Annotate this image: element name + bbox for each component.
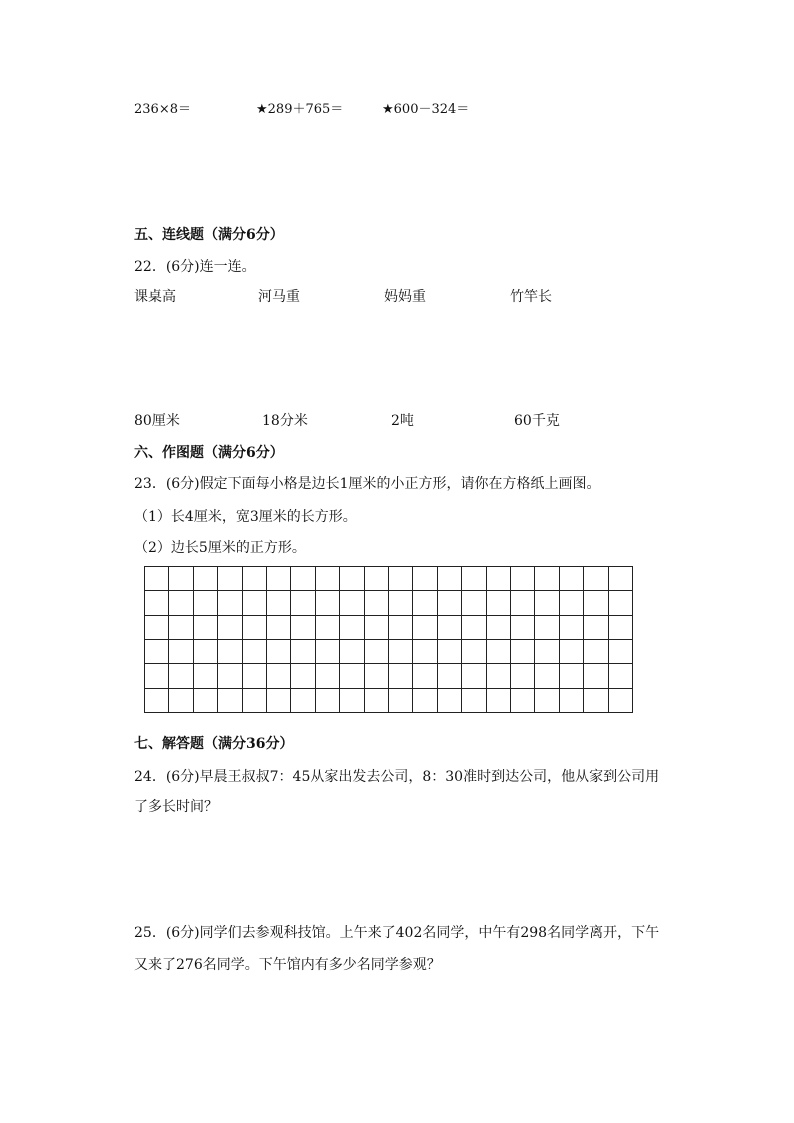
grid-cell[interactable] xyxy=(194,664,218,688)
grid-cell[interactable] xyxy=(243,591,267,615)
grid-cell[interactable] xyxy=(267,616,291,640)
match-item-top-4: 竹竿长 xyxy=(510,289,552,305)
grid-cell[interactable] xyxy=(243,567,267,591)
calc-expression-1: 236×8＝ xyxy=(134,102,191,117)
grid-cell[interactable] xyxy=(438,567,462,591)
grid-cell[interactable] xyxy=(267,689,291,713)
grid-cell[interactable] xyxy=(291,664,315,688)
grid-cell[interactable] xyxy=(267,591,291,615)
grid-cell[interactable] xyxy=(560,689,584,713)
grid-cell[interactable] xyxy=(169,689,193,713)
grid-cell[interactable] xyxy=(316,591,340,615)
grid-cell[interactable] xyxy=(365,640,389,664)
grid-cell[interactable] xyxy=(535,689,559,713)
grid-cell[interactable] xyxy=(389,616,413,640)
grid-cell[interactable] xyxy=(511,567,535,591)
grid-cell[interactable] xyxy=(194,616,218,640)
grid-cell[interactable] xyxy=(438,591,462,615)
grid-cell[interactable] xyxy=(243,640,267,664)
grid-cell[interactable] xyxy=(243,616,267,640)
grid-cell[interactable] xyxy=(389,567,413,591)
calc-expression-3: ★600－324＝ xyxy=(382,102,470,117)
grid-cell[interactable] xyxy=(462,689,486,713)
grid-cell[interactable] xyxy=(169,640,193,664)
grid-cell[interactable] xyxy=(535,616,559,640)
grid-cell[interactable] xyxy=(194,567,218,591)
grid-cell[interactable] xyxy=(487,616,511,640)
grid-cell[interactable] xyxy=(291,567,315,591)
question-22: 22．(6分)连一连。 xyxy=(134,259,256,275)
grid-cell[interactable] xyxy=(511,616,535,640)
grid-cell[interactable] xyxy=(194,591,218,615)
grid-cell[interactable] xyxy=(194,640,218,664)
grid-cell[interactable] xyxy=(584,616,608,640)
grid-cell[interactable] xyxy=(438,616,462,640)
grid-cell[interactable] xyxy=(291,640,315,664)
grid-cell[interactable] xyxy=(145,616,169,640)
question-25-line-1: 25．(6分)同学们去参观科技馆。上午来了402名同学，中午有298名同学离开，下午 xyxy=(134,925,660,941)
grid-cell[interactable] xyxy=(340,689,364,713)
grid-cell[interactable] xyxy=(413,664,437,688)
grid-cell[interactable] xyxy=(365,591,389,615)
grid-cell[interactable] xyxy=(218,640,242,664)
section-5-title: 五、连线题（满分6分） xyxy=(134,227,284,243)
grid-cell[interactable] xyxy=(365,664,389,688)
grid-cell[interactable] xyxy=(560,664,584,688)
grid-cell[interactable] xyxy=(413,567,437,591)
grid-cell[interactable] xyxy=(535,664,559,688)
grid-cell[interactable] xyxy=(462,640,486,664)
grid-cell[interactable] xyxy=(584,567,608,591)
grid-cell[interactable] xyxy=(584,689,608,713)
grid-cell[interactable] xyxy=(413,689,437,713)
grid-cell[interactable] xyxy=(340,640,364,664)
grid-cell[interactable] xyxy=(194,689,218,713)
grid-cell[interactable] xyxy=(340,616,364,640)
grid-cell[interactable] xyxy=(413,616,437,640)
grid-cell[interactable] xyxy=(511,640,535,664)
grid-cell[interactable] xyxy=(389,664,413,688)
match-item-top-2: 河马重 xyxy=(258,289,300,305)
grid-cell[interactable] xyxy=(218,689,242,713)
grid-cell[interactable] xyxy=(413,640,437,664)
grid-cell[interactable] xyxy=(609,664,633,688)
question-25-line-2: 又来了276名同学。下午馆内有多少名同学参观？ xyxy=(134,957,441,973)
grid-cell[interactable] xyxy=(316,567,340,591)
match-item-bottom-1: 80厘米 xyxy=(134,413,180,429)
question-23: 23．(6分)假定下面每小格是边长1厘米的小正方形，请你在方格纸上画图。 xyxy=(134,476,601,492)
match-item-bottom-3: 2吨 xyxy=(391,413,414,429)
grid-cell[interactable] xyxy=(487,567,511,591)
grid-cell[interactable] xyxy=(316,640,340,664)
match-item-bottom-2: 18分米 xyxy=(262,413,308,429)
square-grid-paper[interactable] xyxy=(144,566,633,713)
grid-cell[interactable] xyxy=(487,591,511,615)
grid-cell[interactable] xyxy=(218,664,242,688)
grid-cell[interactable] xyxy=(584,664,608,688)
grid-cell[interactable] xyxy=(438,640,462,664)
grid-cell[interactable] xyxy=(218,591,242,615)
grid-cell[interactable] xyxy=(560,567,584,591)
grid-cell[interactable] xyxy=(413,591,437,615)
grid-cell[interactable] xyxy=(584,591,608,615)
grid-cell[interactable] xyxy=(169,567,193,591)
grid-cell[interactable] xyxy=(267,640,291,664)
grid-cell[interactable] xyxy=(243,689,267,713)
grid-cell[interactable] xyxy=(560,640,584,664)
grid-cell[interactable] xyxy=(511,664,535,688)
grid-cell[interactable] xyxy=(316,616,340,640)
grid-cell[interactable] xyxy=(218,616,242,640)
grid-cell[interactable] xyxy=(462,567,486,591)
grid-cell[interactable] xyxy=(560,616,584,640)
match-item-top-1: 课桌高 xyxy=(134,289,176,305)
question-23-part-1: （1）长4厘米，宽3厘米的长方形。 xyxy=(134,509,357,525)
grid-cell[interactable] xyxy=(438,689,462,713)
grid-cell[interactable] xyxy=(267,567,291,591)
grid-cell[interactable] xyxy=(511,591,535,615)
match-item-top-3: 妈妈重 xyxy=(384,289,426,305)
grid-cell[interactable] xyxy=(487,640,511,664)
grid-cell[interactable] xyxy=(462,616,486,640)
grid-cell[interactable] xyxy=(169,664,193,688)
grid-cell[interactable] xyxy=(267,664,291,688)
grid-cell[interactable] xyxy=(462,664,486,688)
grid-cell[interactable] xyxy=(609,689,633,713)
grid-cell[interactable] xyxy=(560,591,584,615)
grid-cell[interactable] xyxy=(145,664,169,688)
grid-cell[interactable] xyxy=(169,616,193,640)
grid-cell[interactable] xyxy=(340,591,364,615)
grid-cell[interactable] xyxy=(145,567,169,591)
grid-cell[interactable] xyxy=(462,591,486,615)
grid-cell[interactable] xyxy=(316,664,340,688)
grid-cell[interactable] xyxy=(145,689,169,713)
grid-cell[interactable] xyxy=(511,689,535,713)
grid-cell[interactable] xyxy=(609,640,633,664)
grid-cell[interactable] xyxy=(145,591,169,615)
grid-cell[interactable] xyxy=(389,689,413,713)
grid-cell[interactable] xyxy=(218,567,242,591)
grid-cell[interactable] xyxy=(291,689,315,713)
grid-cell[interactable] xyxy=(365,567,389,591)
question-24-line-2: 了多长时间？ xyxy=(134,799,218,815)
question-24-line-1: 24．(6分)早晨王叔叔7：45从家出发去公司，8：30准时到达公司，他从家到公司用 xyxy=(134,769,660,785)
section-7-title: 七、解答题（满分36分） xyxy=(134,736,294,752)
section-6-title: 六、作图题（满分6分） xyxy=(134,445,284,461)
grid-cell[interactable] xyxy=(365,616,389,640)
calc-expression-2: ★289＋765＝ xyxy=(256,102,344,117)
grid-cell[interactable] xyxy=(389,591,413,615)
grid-cell[interactable] xyxy=(243,664,267,688)
grid-cell[interactable] xyxy=(609,591,633,615)
grid-cell[interactable] xyxy=(291,616,315,640)
grid-cell[interactable] xyxy=(145,640,169,664)
grid-cell[interactable] xyxy=(487,664,511,688)
grid-cell[interactable] xyxy=(169,591,193,615)
grid-cell[interactable] xyxy=(609,616,633,640)
grid-cell[interactable] xyxy=(340,567,364,591)
grid-cell[interactable] xyxy=(291,591,315,615)
grid-cell[interactable] xyxy=(535,567,559,591)
grid-cell[interactable] xyxy=(487,689,511,713)
match-item-bottom-4: 60千克 xyxy=(514,413,560,429)
grid-cell[interactable] xyxy=(340,664,364,688)
grid-cell[interactable] xyxy=(584,640,608,664)
grid-cell[interactable] xyxy=(535,591,559,615)
grid-cell[interactable] xyxy=(438,664,462,688)
question-23-part-2: （2）边长5厘米的正方形。 xyxy=(134,540,306,556)
grid-cell[interactable] xyxy=(365,689,389,713)
grid-cell[interactable] xyxy=(609,567,633,591)
grid-cell[interactable] xyxy=(535,640,559,664)
grid-cell[interactable] xyxy=(389,640,413,664)
grid-cell[interactable] xyxy=(316,689,340,713)
